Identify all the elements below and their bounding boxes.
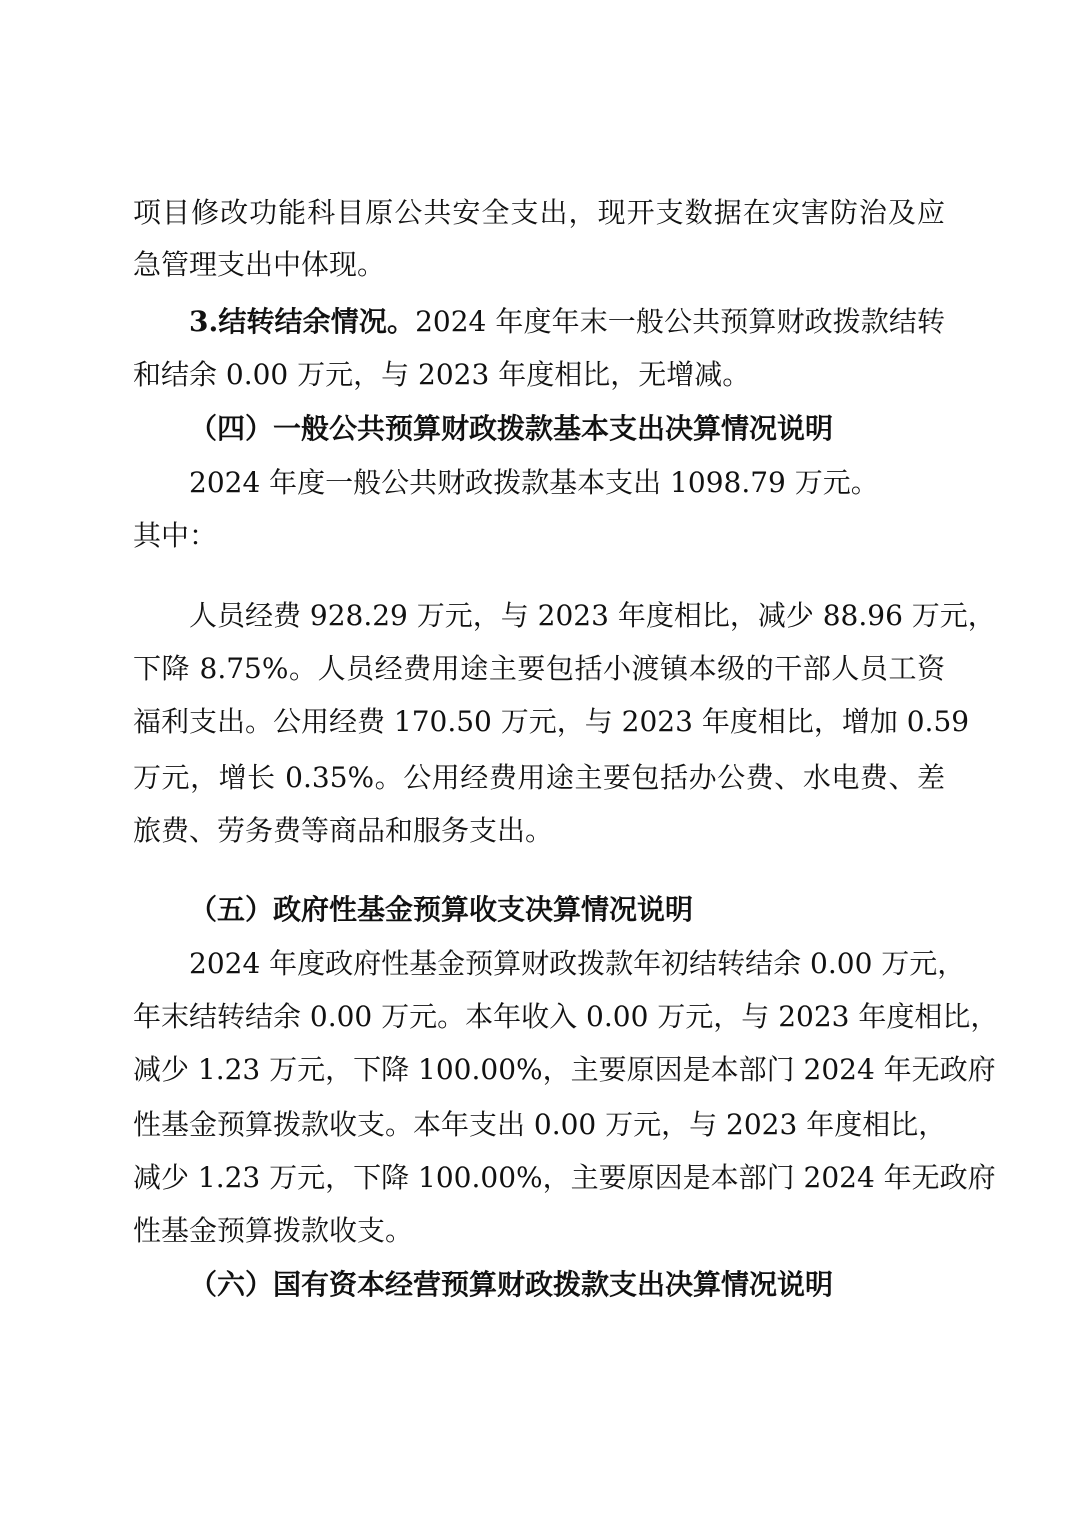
section-heading-4: （四）一般公共预算财政拨款基本支出决算情况说明 <box>189 412 834 445</box>
text-span: 2024 年度年末一般公共预算财政拨款结转 <box>415 305 945 338</box>
text-line: 和结余 0.00 万元，与 2023 年度相比，无增减。 <box>133 358 751 391</box>
text-line: 下降 8.75%。人员经费用途主要包括小渡镇本级的干部人员工资 <box>133 652 945 685</box>
text-line <box>189 302 945 342</box>
text-line: 万元，增长 0.35%。公用经费用途主要包括办公费、水电费、差 <box>133 761 945 794</box>
text-line: 性基金预算拨款收支。本年支出 0.00 万元，与 2023 年度相比， <box>133 1108 947 1141</box>
section-heading-5: （五）政府性基金预算收支决算情况说明 <box>189 893 694 926</box>
text-line: 2024 年度政府性基金预算财政拨款年初结转结余 0.00 万元， <box>189 947 966 980</box>
text-line: 减少 1.23 万元，下降 100.00%，主要原因是本部门 2024 年无政府 <box>133 1161 996 1194</box>
text-line: 年末结转结余 0.00 万元。本年收入 0.00 万元，与 2023 年度相比， <box>133 1000 999 1033</box>
section-heading-6: （六）国有资本经营预算财政拨款支出决算情况说明 <box>189 1268 834 1301</box>
text-line: 急管理支出中体现。 <box>133 248 386 281</box>
text-line: 性基金预算拨款收支。 <box>133 1214 414 1247</box>
text-line: 福利支出。公用经费 170.50 万元，与 2023 年度相比，增加 0.59 <box>133 705 970 738</box>
text-line: 减少 1.23 万元，下降 100.00%，主要原因是本部门 2024 年无政府 <box>133 1053 996 1086</box>
text-line: 人员经费 928.29 万元，与 2023 年度相比，减少 88.96 万元， <box>189 599 996 632</box>
text-line: 旅费、劳务费等商品和服务支出。 <box>133 814 554 847</box>
text-line: 项目修改功能科目原公共安全支出，现开支数据在灾害防治及应 <box>133 196 945 229</box>
text-line: 其中： <box>133 519 218 552</box>
text-line: 2024 年度一般公共财政拨款基本支出 1098.79 万元。 <box>189 466 879 499</box>
section-lead: 3.结转结余情况。 <box>189 305 416 338</box>
